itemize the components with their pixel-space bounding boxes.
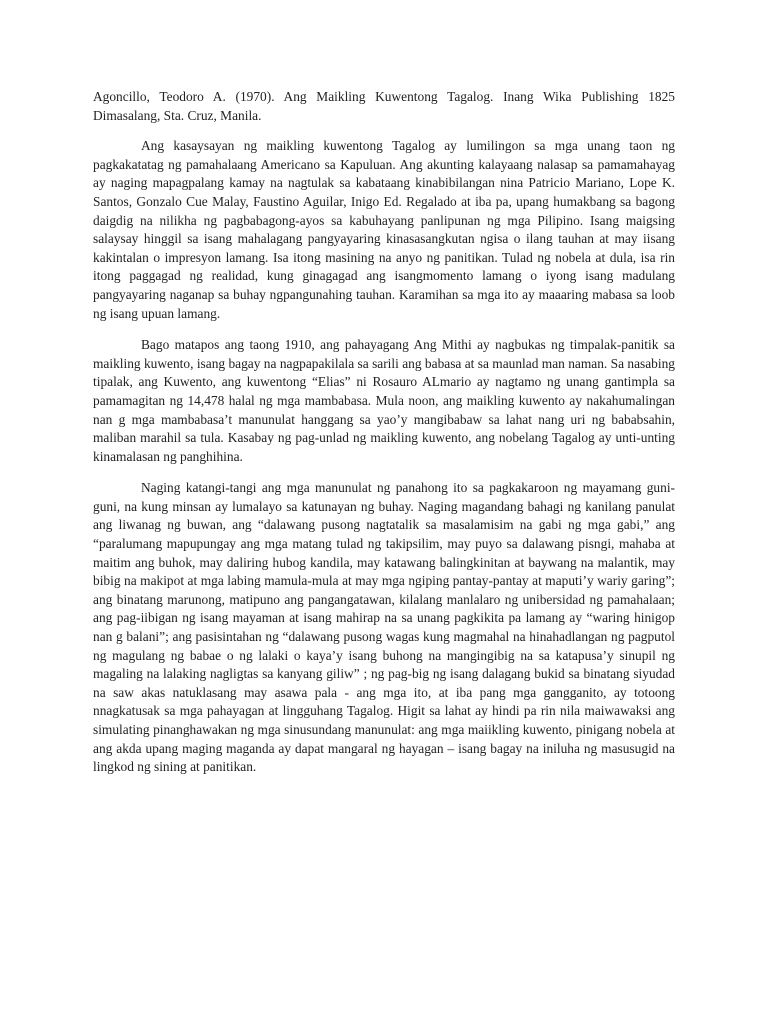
paragraph-2: Bago matapos ang taong 1910, ang pahayagang Ang Mithi ay nagbukas ng timpalak-panitik sa maikling kuwento, isang bagay na nagpapakilala sa sarili ang babasa at sa maunlad man naman. Sa nasabing tipalak, ang Kuwento, ang kuwentong “Elias” ni Rosauro ALmario ay nagtamo ng unang gantimpla sa pamamagitan ng 14,478 halal ng mga mambabasa. Mula noon, ang maikling kuwento ay nakahumalingan nan g mga mambabasa’t manunulat hanggang sa yao’y mangibabaw sa lahat nang uri ng bababsahin, maliban marahil sa tula. Kasabay ng pag-unlad ng maikling kuwento, ang nobelang Tagalog ay unti-unting kinamalasan ng panghihina.	[93, 337, 675, 464]
paragraph-1: Ang kasaysayan ng maikling kuwentong Tagalog ay lumilingon sa mga unang taon ng pagkakatatag ng pamahalaang Americano sa Kapuluan. Ang akunting kalayaang nalasap sa pamamahayag ay naging mapagpalang kamay na nagtulak sa kabataang kinabibilangan nina Patricio Mariano, Lope K. Santos, Gonzalo Cue Malay, Faustino Aguilar, Inigo Ed. Regalado at iba pa, upang humakbang sa bagong daigdig na nilikha ng pagbabagong-ayos sa kabuhayang panlipunan ng mga Pilipino. Isang maigsing salaysay hinggil sa isang mahalagang pangyayaring kinasasangkutan ngisa o ilang tauhan at may iisang kakintalan o impresyon lamang. Isa itong masining na anyo ng panitikan. Tulad ng nobela at dula, isa rin itong paggagad ng realidad, kung ginagagad ang isangmomento lamang o iyong isang madulang pangyayaring naganap sa buhay ngpangunahing tauhan. Karamihan sa mga ito ay maaaring mabasa sa loob ng isang upuan lamang.	[93, 138, 675, 321]
document-body	[93, 88, 675, 790]
paragraph-3: Naging katangi-tangi ang mga manunulat ng panahong ito sa pagkakaroon ng mayamang guni-guni, na kung minsan ay lumalayo sa katunayan ng buhay. Naging magandang bahagi ng kanilang panulat ang liwanag ng buwan, ang “dalawang pusong nagtatalik sa masalamisim na gabi ng mga gabi,” ang “paralumang mapupungay ang mga matang tulad ng takipsilim, may puyo sa dalawang pisngi, mahaba at maitim ang buhok, may daliring hubog kandila, may katawang balingkinitan at baywang na malantik, may bibig na makipot at mga labing mamula-mula at may mga ngiping pantay-pantay at maputi’y wariy garing”; ang binatang marunong, matipuno ang pangangatawan, kilalang manlalaro ng unibersidad ng pamahalaan; ang pag-iibigan ng isang mayaman at isang mahirap na sa unang pagkikita pa lamang ay “waring hinigop nan g balani”; ang pasisintahan ng “dalawang pusong wagas kung magmahal na hinahadlangan ng pagputol ng magulang ng babae o ng lalaki o kaya’y isang buhong na mangingibig na sa katapusa’y sinupil ng magaling na lalaking nagligtas sa kanyang giliw” ; ng pag-big ng isang dalagang bukid sa binatang siyudad na saw akas natuklasang may asawa pala - ang mga ito, at iba pang mga gangganito, ay totoong nnagkatusak sa mga pahayagan at lingguhang Tagalog. Higit sa lahat ay hindi pa rin nila maiwawaksi ang simulating pinanghawakan ng mga sinusundang manunulat: ang mga maiikling kuwento, pinigang nobela at ang akda upang maging maganda ay dapat mangaral ng hayagan – isang bagay na iniluha ng masusugid na lingkod ng sining at panitikan.	[93, 480, 675, 775]
citation: Agoncillo, Teodoro A. (1970). Ang Maikling Kuwentong Tagalog. Inang Wika Publishing 1825 Dimasalang, Sta. Cruz, Manila.	[93, 89, 675, 123]
